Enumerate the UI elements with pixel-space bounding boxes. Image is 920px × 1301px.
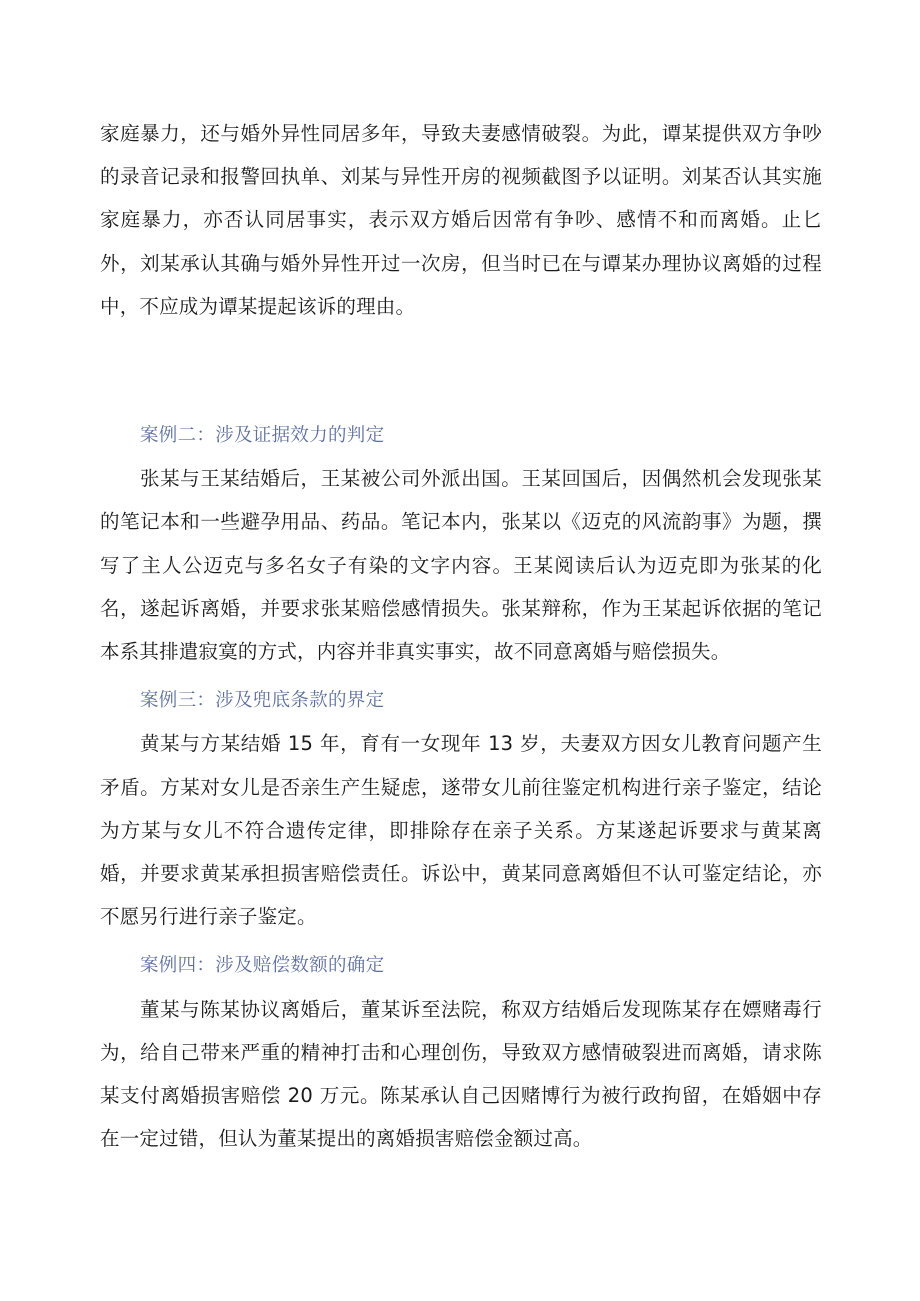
- heading-case-two: 案例二：涉及证据效力的判定: [140, 425, 385, 447]
- paragraph-case-two: 张某与王某结婚后，王某被公司外派出国。王某回国后，因偶然机会发现张某的笔记本和一些避孕用品、药品。笔记本内，张某以《迈克的风流韵事》为题，撰写了主人公迈克与多名女子有染的文字内容。王某阅读后认为迈克即为张某的化名，遂起诉离婚，并要求张某赔偿感情损失。张某辩称，作为王某起诉依据的笔记本系其排遣寂寞的方式，内容并非真实事实，故不同意离婚与赔偿损失。: [100, 467, 822, 664]
- heading-case-four: 案例四：涉及赔偿数额的确定: [140, 955, 385, 977]
- paragraph-case-three: 黄某与方某结婚 15 年，育有一女现年 13 岁，夫妻双方因女儿教育问题产生矛盾。方某对女儿是否亲生产生疑虑，遂带女儿前往鉴定机构进行亲子鉴定，结论为方某与女儿不符合遗传定律，即排除存在亲子关系。方某遂起诉要求与黄某离婚，并要求黄某承担损害赔偿责任。诉讼中，黄某同意离婚但不认可鉴定结论，亦不愿另行进行亲子鉴定。: [100, 732, 822, 929]
- section-spacer: [100, 328, 822, 414]
- paragraph-case-one-continued: 家庭暴力，还与婚外异性同居多年，导致夫妻感情破裂。为此，谭某提供双方争吵的录音记录和报警回执单、刘某与异性开房的视频截图予以证明。刘某否认其实施家庭暴力，亦否认同居事实，表示双方婚后因常有争吵、感情不和而离婚。止匕外，刘某承认其确与婚外异性开过一次房，但当时已在与谭某办理协议离婚的过程中，不应成为谭某提起该诉的理由。: [100, 122, 822, 318]
- heading-case-three: 案例三：涉及兜底条款的界定: [140, 690, 385, 712]
- paragraph-case-four: 董某与陈某协议离婚后，董某诉至法院，称双方结婚后发现陈某存在嫖赌毒行为，给自己带来严重的精神打击和心理创伤，导致双方感情破裂进而离婚，请求陈某支付离婚损害赔偿 20 万元。陈某承认自己因赌博行为被行政拘留，在婚姻中存在一定过错，但认为董某提出的离婚损害赔偿金额过高。: [100, 997, 822, 1151]
- document-body: [100, 112, 822, 1160]
